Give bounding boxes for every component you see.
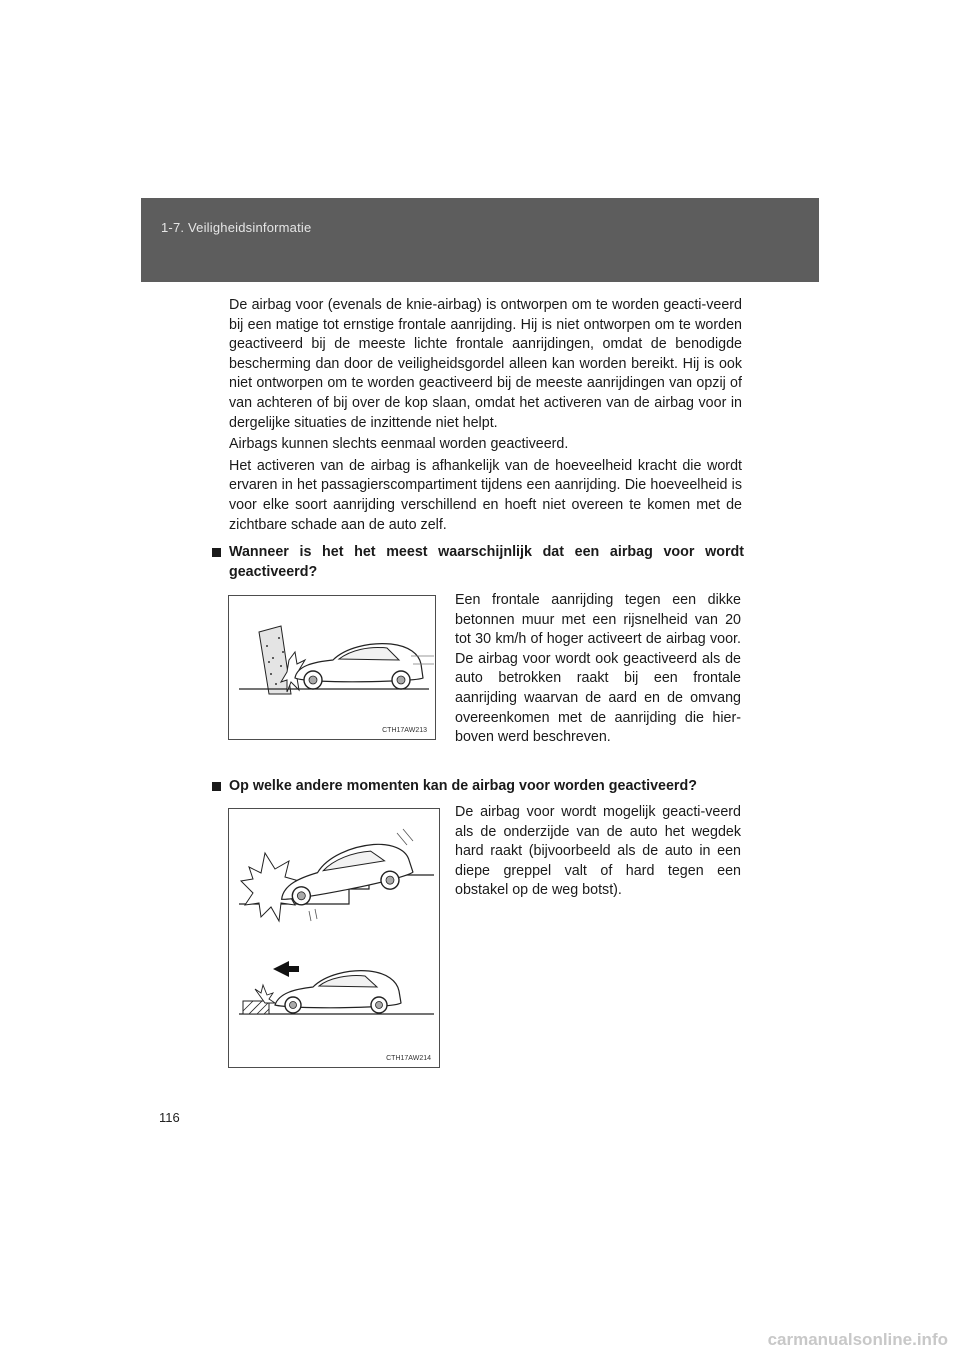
figure-code-214: CTH17AW214 — [386, 1055, 431, 1062]
intro-paragraph-2: Airbags kunnen slechts eenmaal worden geactiveerd. — [229, 436, 569, 453]
section2-text: De airbag voor wordt mogelijk geacti-veerd als de onderzijde van de auto het wegdek hard raakt (bijvoorbeeld als de auto in een diepe greppel valt of hard tegen een obstakel op de weg botst). — [455, 804, 741, 899]
figure-code-213: CTH17AW213 — [382, 727, 427, 734]
section2-heading: Op welke andere momenten kan de airbag voor worden geactiveerd? — [212, 777, 744, 797]
figure-wall-collision — [228, 595, 436, 740]
watermark-text: carmanualsonline.info — [767, 1330, 948, 1349]
section-title: 1-7. Veiligheidsinformatie — [161, 220, 312, 235]
section-header-band — [141, 198, 819, 282]
intro-paragraph-1: De airbag voor (evenals de knie-airbag) is ontworpen om te worden geacti-veerd bij een matige tot ernstige frontale aanrijding. Hij is niet ontworpen om te worden geactiveerd bij de meeste lichte frontale aanrijdingen, omdat de benodigde bescherming dan door de veiligheidsgordel alleen kan worden bereikt. Hij is ook niet ontworpen om te worden geactiveerd bij de meeste aanrijdingen van opzij of van achteren of bij over de kop slaan, omdat het activeren van de airbag voor in dergelijke situaties de inzittende niet helpt. — [229, 297, 742, 431]
wall-collision-illustration — [229, 596, 435, 739]
underbody-impact-illustration — [229, 809, 439, 1067]
figure-underbody-impact — [228, 808, 440, 1068]
intro-paragraph-3: Het activeren van de airbag is afhankelijk van de hoeveelheid kracht die wordt ervaren in het passagierscompartiment tijdens een aanrijding. Die hoeveelheid is voor elke soort aanrijding verschillend en hoeft niet overeen te komen met de zichtbare schade aan de auto zelf. — [229, 457, 742, 533]
bullet-square-icon — [212, 782, 221, 791]
section1-text: Een frontale aanrijding tegen een dikke betonnen muur met een rijsnelheid van 20 tot 30 km/h of hoger activeert de airbag voor. De airbag voor wordt ook geactiveerd als de auto betrokken raakt bij een frontale aanrijding waarvan de aard en de omvang overeenkomen met de aanrijding die hier-boven werd beschreven. — [455, 592, 741, 746]
bullet-square-icon — [212, 548, 221, 557]
page-number: 116 — [159, 1110, 180, 1125]
intro-text — [229, 296, 742, 535]
section1-heading: Wanneer is het het meest waarschijnlijk dat een airbag voor wordt geactiveerd? — [212, 543, 744, 582]
